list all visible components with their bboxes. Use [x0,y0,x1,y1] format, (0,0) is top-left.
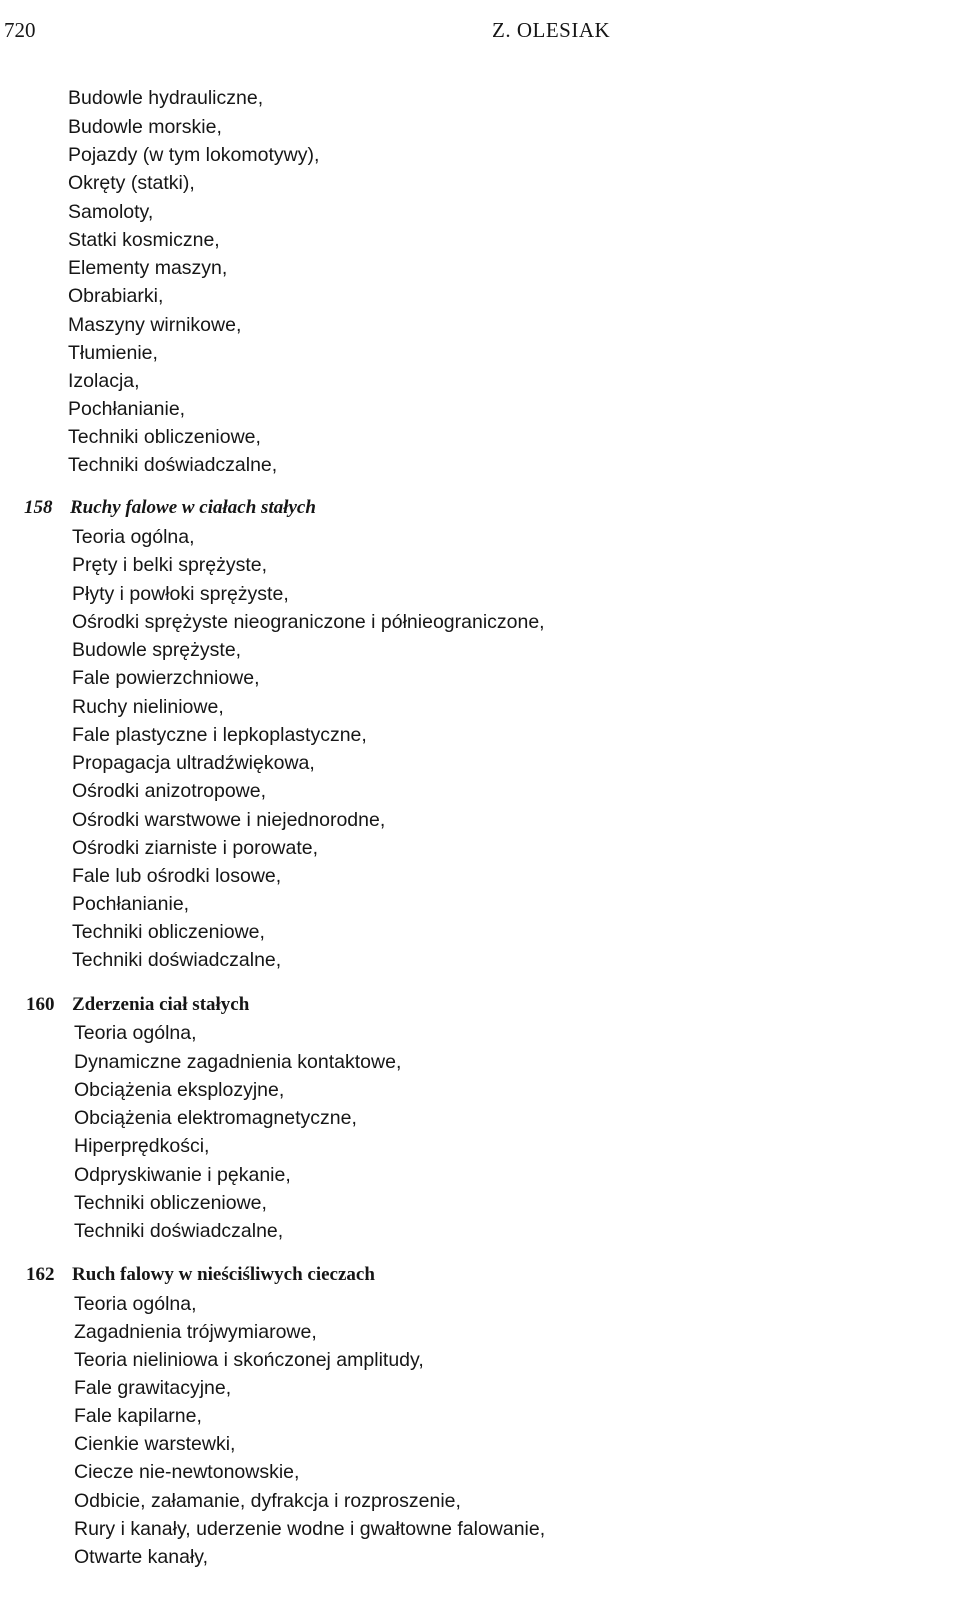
section-number: 162 [26,1264,55,1285]
list-item: Ruchy nieliniowe, [72,696,224,718]
list-item: Obrabiarki, [68,285,164,307]
list-item: Obciążenia elektromagnetyczne, [74,1107,357,1129]
list-item: Teoria ogólna, [74,1293,197,1315]
list-item: Odpryskiwanie i pękanie, [74,1164,291,1186]
section-heading [24,494,316,522]
list-item: Budowle hydrauliczne, [68,87,264,109]
list-item: Techniki obliczeniowe, [68,426,261,448]
list-item: Techniki doświadczalne, [72,949,282,971]
list-item: Techniki obliczeniowe, [74,1192,267,1214]
list-item: Rury i kanały, uderzenie wodne i gwałtowne falowanie, [74,1518,546,1540]
section-title: Ruch falowy w nieściśliwych cieczach [72,1264,375,1285]
list-item: Elementy maszyn, [68,257,228,279]
list-item: Ośrodki sprężyste nieograniczone i półnieograniczone, [72,611,545,633]
list-item: Budowle sprężyste, [72,639,242,661]
list-item: Odbicie, załamanie, dyfrakcja i rozproszenie, [74,1490,461,1512]
list-item: Samoloty, [68,201,154,223]
list-item: Obciążenia eksplozyjne, [74,1079,285,1101]
list-item: Tłumienie, [68,342,158,364]
section-title: Ruchy falowe w ciałach stałych [70,497,316,518]
list-item: Płyty i powłoki sprężyste, [72,583,289,605]
list-item: Statki kosmiczne, [68,229,220,251]
list-item: Techniki doświadczalne, [74,1220,284,1242]
list-item: Fale lub ośrodki losowe, [72,865,282,887]
list-item: Pochłanianie, [72,893,190,915]
list-item: Propagacja ultradźwiękowa, [72,752,315,774]
list-item: Maszyny wirnikowe, [68,314,242,336]
section-number: 160 [26,994,55,1015]
list-item: Dynamiczne zagadnienia kontaktowe, [74,1051,402,1073]
section-heading [26,1261,375,1289]
running-head: Z. OLESIAK [492,18,611,42]
list-item: Otwarte kanały, [74,1546,209,1568]
section-number: 158 [24,497,53,518]
list-item: Fale plastyczne i lepkoplastyczne, [72,724,367,746]
list-item: Fale powierzchniowe, [72,667,260,689]
list-item: Okręty (statki), [68,172,195,194]
list-item: Hiperprędkości, [74,1135,210,1157]
list-item: Pochłanianie, [68,398,186,420]
list-item: Ośrodki warstwowe i niejednorodne, [72,809,386,831]
list-item: Pręty i belki sprężyste, [72,554,268,576]
list-item: Budowle morskie, [68,116,222,138]
list-item: Fale grawitacyjne, [74,1377,232,1399]
list-item: Teoria ogólna, [74,1022,197,1044]
list-item: Zagadnienia trójwymiarowe, [74,1321,317,1343]
list-item: Techniki obliczeniowe, [72,921,265,943]
list-item: Techniki doświadczalne, [68,454,278,476]
list-item: Teoria ogólna, [72,526,195,548]
list-item: Cienkie warstewki, [74,1433,236,1455]
list-item: Pojazdy (w tym lokomotywy), [68,144,320,166]
list-item: Izolacja, [68,370,140,392]
section-heading [26,991,249,1019]
list-item: Fale kapilarne, [74,1405,202,1427]
page-number: 720 [4,18,36,42]
list-item: Ośrodki anizotropowe, [72,780,267,802]
list-item: Ośrodki ziarniste i porowate, [72,837,319,859]
list-item: Ciecze nie-newtonowskie, [74,1461,300,1483]
section-title: Zderzenia ciał stałych [72,994,250,1015]
list-item: Teoria nieliniowa i skończonej amplitudy, [74,1349,424,1371]
